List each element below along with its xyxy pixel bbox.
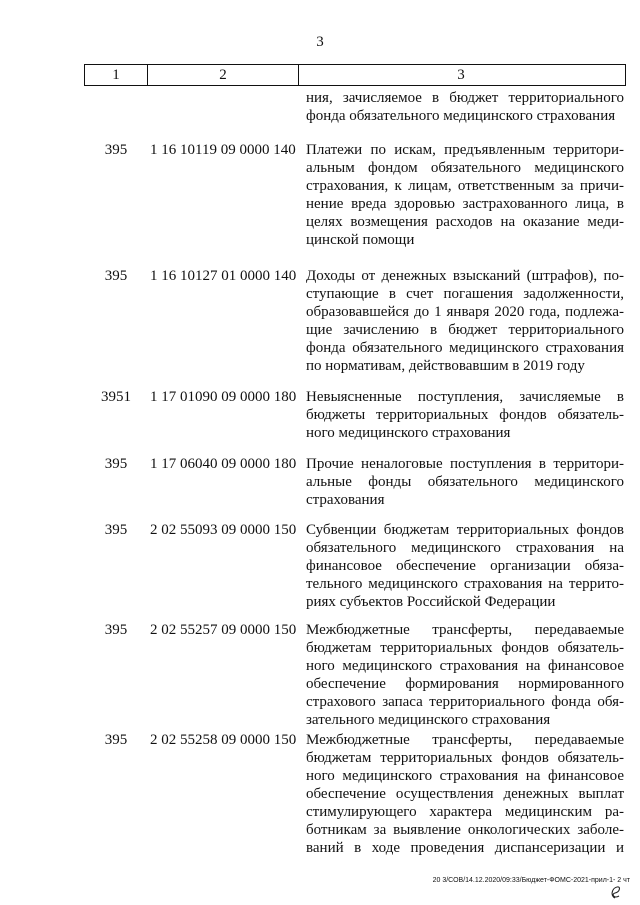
income-description [306, 521, 624, 611]
continuation-line: ния, зачисляемое в бюджет территориального [306, 90, 624, 106]
description-line: ботникам за выявление онкологических заболе- [306, 822, 624, 838]
description-line: Межбюджетные трансферты, передаваемые [306, 732, 624, 748]
header-col-3: 3 [457, 67, 465, 83]
description-line: ваний в ходе проведения диспансеризации и [306, 840, 624, 856]
description-line: бюджеты территориальных фондов обязатель- [306, 407, 624, 423]
admin-code: 395 [104, 142, 128, 158]
admin-code: 395 [104, 622, 128, 638]
admin-code: 395 [104, 732, 128, 748]
budget-code: 2 02 55257 09 0000 150 [150, 622, 297, 638]
description-line: обязательного медицинского страхования на [306, 540, 624, 556]
description-line: Платежи по искам, предъявленным территори- [306, 142, 624, 158]
description-line: Межбюджетные трансферты, передаваемые [306, 622, 624, 638]
income-description [306, 731, 624, 857]
description-line: Прочие неналоговые поступления в территори- [306, 456, 624, 472]
description-line: финансовое обеспечение организации обяза- [306, 558, 624, 574]
description-line: по нормативам, действовавшим в 2019 году [306, 358, 585, 374]
description-line: обеспечение осуществления денежных выплат [306, 786, 624, 802]
admin-code: 395 [104, 268, 128, 284]
header-col-2: 2 [147, 65, 299, 85]
budget-code: 1 17 06040 09 0000 180 [150, 456, 297, 472]
admin-code: 395 [104, 456, 128, 472]
description-line: Доходы от денежных взысканий (штрафов), по- [306, 268, 624, 284]
income-description [306, 267, 624, 375]
description-line: страхового запаса территориального фонда обя- [306, 694, 624, 710]
admin-code: 3951 [101, 389, 131, 405]
description-line: цинской помощи [306, 232, 415, 248]
continuation-line: фонда обязательного медицинского страхования [306, 108, 616, 124]
description-line: фонда обязательного медицинского страхования [306, 340, 624, 356]
description-line: ступающие в счет погашения задолженности, [306, 286, 624, 302]
income-description [306, 621, 624, 729]
description-line: нение вреда здоровью застрахованного лица, в [306, 196, 624, 212]
description-line: бюджетам территориальных фондов обязатель- [306, 750, 624, 766]
continuation-text [306, 89, 624, 125]
description-line: ного медицинского страхования на финансовое [306, 658, 624, 674]
admin-code: 395 [104, 522, 128, 538]
description-line: альным фондом обязательного медицинского [306, 160, 624, 176]
description-line: страхования [306, 492, 385, 508]
signature-mark [606, 884, 626, 900]
description-line: риях субъектов Российской Федерации [306, 594, 556, 610]
description-line: тельного медицинского страхования на террито- [306, 576, 624, 592]
description-line: Невыясненные поступления, зачисляемые в [306, 389, 624, 405]
page-number: 3 [316, 34, 324, 50]
budget-code: 1 16 10127 01 0000 140 [150, 268, 297, 284]
description-line: обеспечение формирования нормированного [306, 676, 624, 692]
description-line: зательного медицинского страхования [306, 712, 551, 728]
document-footer: 20 3/СОВ/14.12.2020/09:33/Бюджет-ФОМС-2021-прил-1- 2 чт [432, 877, 630, 884]
budget-code: 2 02 55258 09 0000 150 [150, 732, 297, 748]
income-description [306, 141, 624, 249]
header-col-1: 1 [112, 67, 120, 83]
budget-code: 2 02 55093 09 0000 150 [150, 522, 297, 538]
description-line: ного медицинского страхования [306, 425, 511, 441]
description-line: целях возмещения расходов на оказание меди- [306, 214, 624, 230]
description-line: Субвенции бюджетам территориальных фондов [306, 522, 624, 538]
description-line: стимулирующего характера медицинским ра- [306, 804, 624, 820]
description-line: ного медицинского страхования на финансовое [306, 768, 624, 784]
description-line: щие зачислению в бюджет территориального [306, 322, 624, 338]
income-description [306, 388, 624, 442]
description-line: страхования, к лицам, ответственным за причи- [306, 178, 624, 194]
table-header [84, 64, 626, 86]
budget-code: 1 16 10119 09 0000 140 [150, 142, 296, 158]
description-line: бюджетам территориальных фондов обязатель- [306, 640, 624, 656]
income-description [306, 455, 624, 509]
budget-code: 1 17 01090 09 0000 180 [150, 389, 297, 405]
description-line: альные фонды обязательного медицинского [306, 474, 624, 490]
description-line: образовавшейся до 1 января 2020 года, подлежа- [306, 304, 624, 320]
